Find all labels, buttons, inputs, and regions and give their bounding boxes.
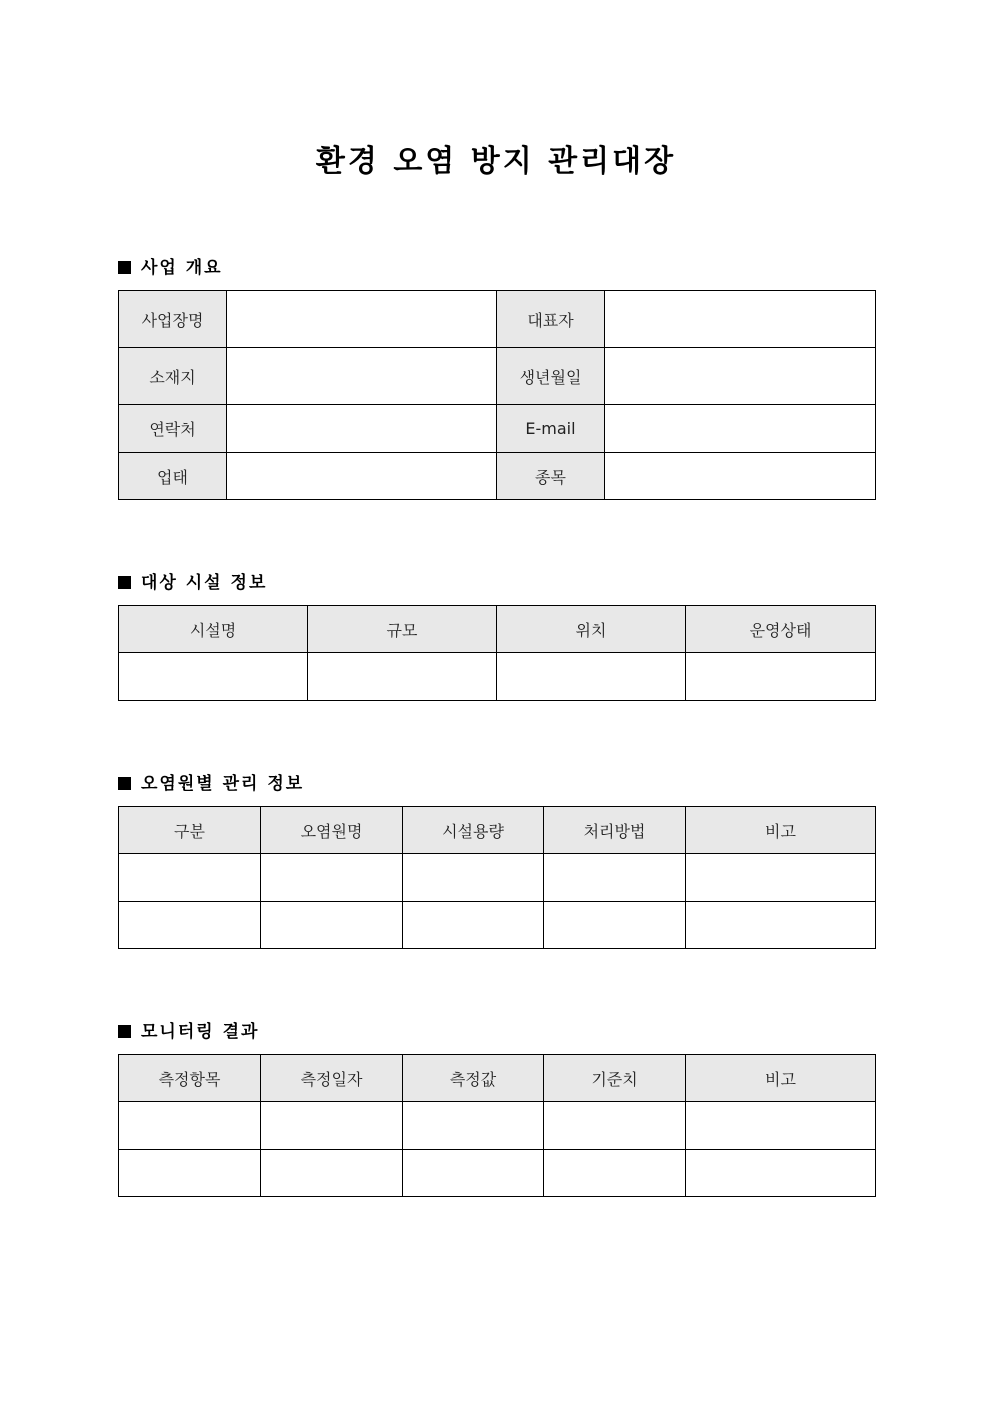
label-cell: 기준치 — [544, 1055, 686, 1102]
value-cell[interactable] — [605, 348, 876, 405]
value-cell[interactable] — [403, 854, 544, 902]
label-cell: 시설명 — [119, 606, 308, 653]
value-cell[interactable] — [686, 902, 876, 949]
label-cell: 비고 — [686, 1055, 876, 1102]
value-cell[interactable] — [544, 1150, 686, 1197]
table-row — [119, 405, 876, 453]
label-cell: 구분 — [119, 807, 261, 854]
value-cell[interactable] — [227, 291, 497, 348]
table-header-row — [119, 807, 876, 854]
section-heading — [118, 253, 223, 278]
label-cell: E-mail — [497, 405, 605, 453]
value-cell[interactable] — [686, 1150, 876, 1197]
value-cell[interactable] — [261, 1102, 403, 1150]
section-table — [118, 605, 876, 701]
label-cell: 사업장명 — [119, 291, 227, 348]
value-cell[interactable] — [261, 1150, 403, 1197]
section-heading-text: 모니터링 결과 — [141, 1022, 260, 1042]
label-cell: 대표자 — [497, 291, 605, 348]
table-row — [119, 291, 876, 348]
section-table — [118, 290, 876, 500]
square-bullet-icon — [118, 777, 131, 790]
value-cell[interactable] — [261, 902, 403, 949]
value-cell[interactable] — [119, 854, 261, 902]
value-cell[interactable] — [605, 405, 876, 453]
table-row — [119, 854, 876, 902]
label-cell: 규모 — [308, 606, 497, 653]
section-heading-text: 대상 시설 정보 — [141, 573, 268, 593]
value-cell[interactable] — [686, 1102, 876, 1150]
label-cell: 측정값 — [403, 1055, 544, 1102]
label-cell: 업태 — [119, 453, 227, 500]
section-heading-text: 오염원별 관리 정보 — [141, 774, 305, 794]
section-heading — [118, 568, 267, 593]
section-heading-text: 사업 개요 — [141, 258, 223, 278]
value-cell[interactable] — [119, 902, 261, 949]
square-bullet-icon — [118, 576, 131, 589]
value-cell[interactable] — [403, 902, 544, 949]
value-cell[interactable] — [497, 653, 686, 701]
document-title: 환경 오염 방지 관리대장 — [315, 144, 677, 179]
value-cell[interactable] — [544, 1102, 686, 1150]
value-cell[interactable] — [605, 453, 876, 500]
value-cell[interactable] — [403, 1102, 544, 1150]
label-cell: 운영상태 — [686, 606, 876, 653]
table-header-row — [119, 606, 876, 653]
value-cell[interactable] — [227, 405, 497, 453]
label-cell: 측정일자 — [261, 1055, 403, 1102]
section-heading — [118, 1017, 259, 1042]
table-row — [119, 902, 876, 949]
value-cell[interactable] — [686, 854, 876, 902]
value-cell[interactable] — [119, 1102, 261, 1150]
label-cell: 소재지 — [119, 348, 227, 405]
value-cell[interactable] — [261, 854, 403, 902]
section-heading — [118, 769, 304, 794]
value-cell[interactable] — [308, 653, 497, 701]
value-cell[interactable] — [403, 1150, 544, 1197]
table-row — [119, 653, 876, 701]
section-table — [118, 1054, 876, 1197]
table-row — [119, 1102, 876, 1150]
square-bullet-icon — [118, 1025, 131, 1038]
label-cell: 측정항목 — [119, 1055, 261, 1102]
label-cell: 생년월일 — [497, 348, 605, 405]
square-bullet-icon — [118, 261, 131, 274]
table-row — [119, 348, 876, 405]
value-cell[interactable] — [605, 291, 876, 348]
section-table — [118, 806, 876, 949]
label-cell: 비고 — [686, 807, 876, 854]
value-cell[interactable] — [227, 453, 497, 500]
label-cell: 종목 — [497, 453, 605, 500]
table-header-row — [119, 1055, 876, 1102]
label-cell: 위치 — [497, 606, 686, 653]
value-cell[interactable] — [686, 653, 876, 701]
label-cell: 오염원명 — [261, 807, 403, 854]
value-cell[interactable] — [227, 348, 497, 405]
label-cell: 시설용량 — [403, 807, 544, 854]
value-cell[interactable] — [544, 854, 686, 902]
value-cell[interactable] — [119, 1150, 261, 1197]
table-row — [119, 1150, 876, 1197]
value-cell[interactable] — [119, 653, 308, 701]
label-cell: 처리방법 — [544, 807, 686, 854]
table-row — [119, 453, 876, 500]
value-cell[interactable] — [544, 902, 686, 949]
label-cell: 연락처 — [119, 405, 227, 453]
